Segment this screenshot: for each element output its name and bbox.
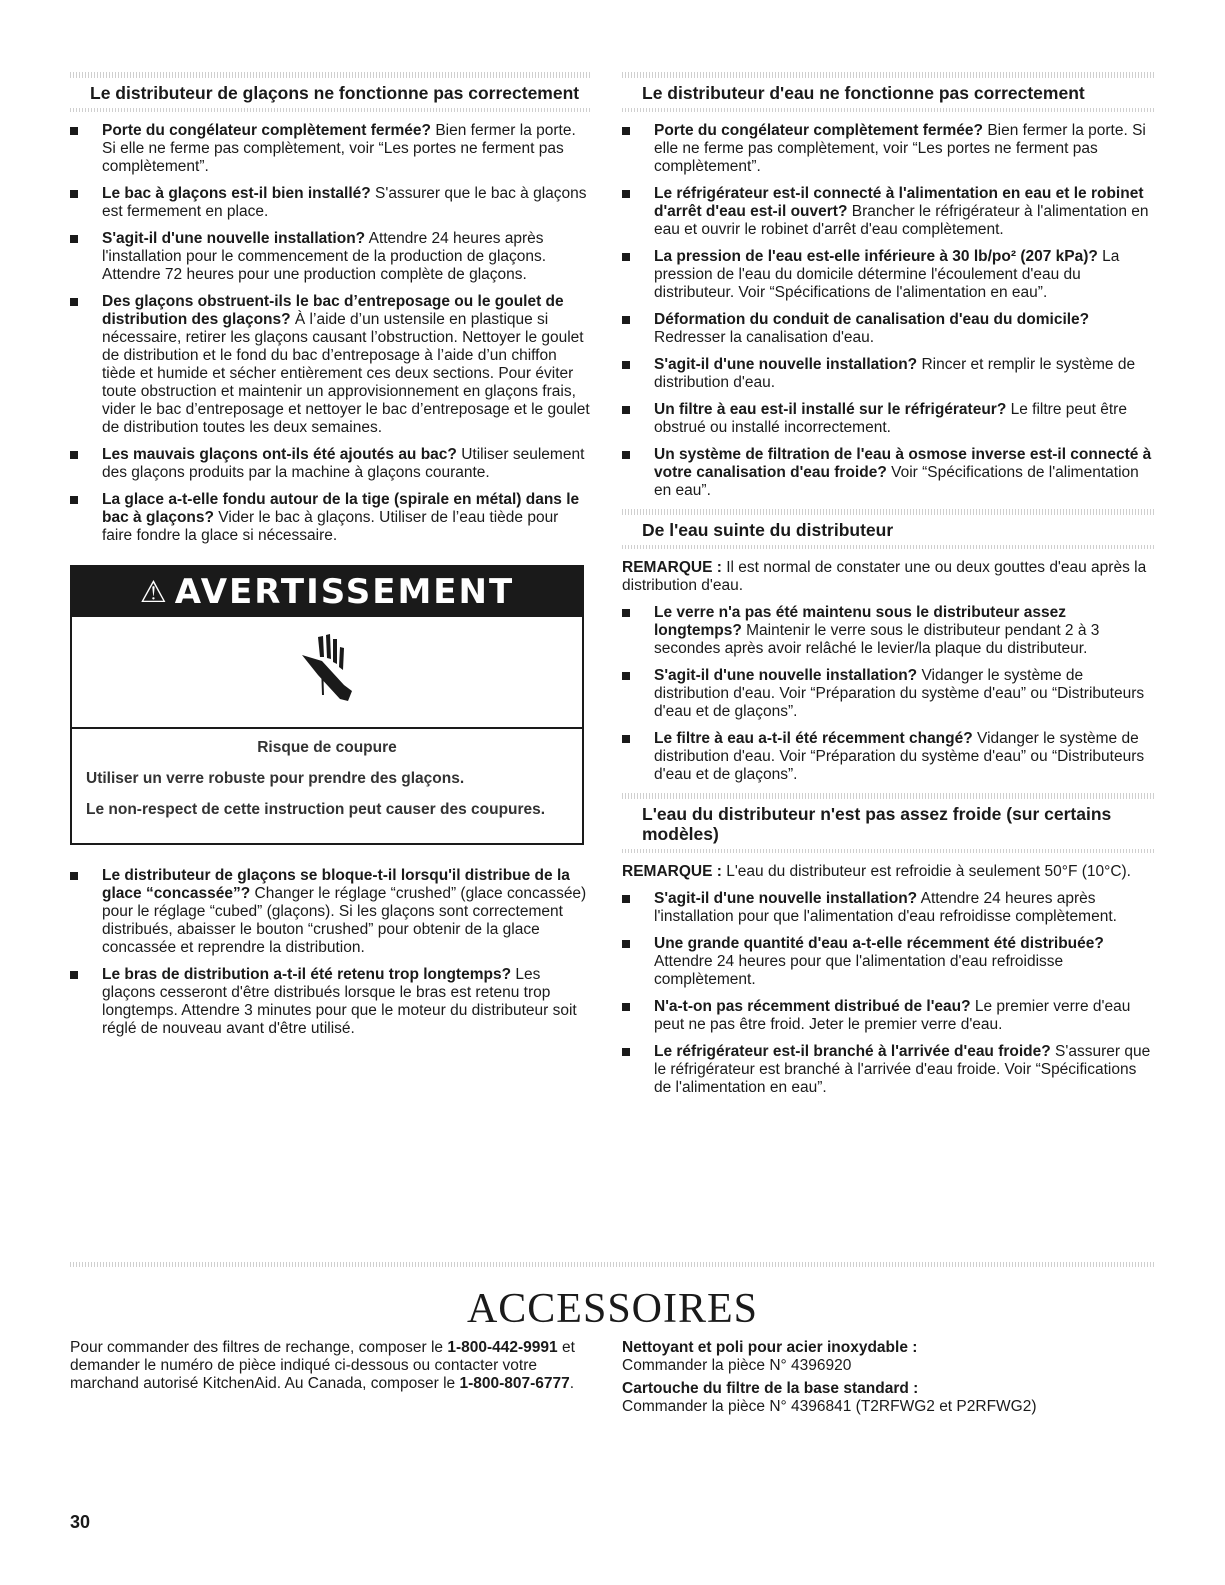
answer: Bien fermer la porte. Si elle ne ferme pas complètement, voir “Les portes ne ferment pas complètement”. [654, 122, 1146, 175]
answer: Attendre 24 heures après l'installation pour le commencement de la production de glaçons. Attendre 72 heures pour une production complète de glaçons. [102, 230, 547, 283]
question: La pression de l'eau est-elle inférieure à 30 lb/po² (207 kPa)? [654, 248, 1098, 265]
phone-number-canada: 1-800-807-6777 [459, 1375, 570, 1392]
section-header-water-dispenser [622, 72, 1154, 112]
list-item [622, 446, 1154, 500]
list-item [622, 248, 1154, 302]
water-leak-list [622, 604, 1154, 784]
question: Déformation du conduit de canalisation d'eau du domicile? [654, 311, 1090, 328]
answer: À l’aide d’un ustensile en plastique si nécessaire, retirer les glaçons causant l’obstruction. Nettoyer le goulet de distribution et le fond du bac d’entreposage à l’aide d’un chiffon tiède et humide et sécher entièrement ces deux sections. Pour éviter toute obstruction et maintenir un approvisionnement en glaçons frais, vider le bac d’entreposage et nettoyer le bac d’entreposage et le goulet de distribution toutes les deux semaines. [102, 311, 590, 436]
question: Des glaçons obstruent-ils le bac d’entreposage ou le goulet de distribution des glaçons? [102, 293, 564, 328]
list-item [622, 185, 1154, 239]
water-not-cold-list [622, 890, 1154, 1097]
right-column [622, 72, 1154, 1106]
part-number: Commander la pièce N° 4396920 [622, 1357, 852, 1374]
question: Le filtre à eau a-t-il été récemment changé? [654, 730, 973, 747]
answer: Bien fermer la porte. Si elle ne ferme pas complètement, voir “Les portes ne ferment pas complètement”. [102, 122, 576, 175]
answer: La pression de l'eau du domicile détermine l'écoulement d'eau du distributeur. Voir “Spécifications de l'alimentation en eau”. [654, 248, 1120, 301]
question: Les mauvais glaçons ont-ils été ajoutés au bac? [102, 446, 457, 463]
answer: Vider le bac à glaçons. Utiliser de l’eau tiède pour faire fondre la glace si nécessaire. [102, 509, 559, 544]
question: Le bras de distribution a-t-il été retenu trop longtemps? [102, 966, 512, 983]
list-item [70, 491, 590, 545]
answer: Changer le réglage “crushed” (glace concassée) pour le réglage “cubed” (glaçons). Si les glaçons sont correctement distribués, abaisser le bouton “crushed” pour obtenir de la glace concassée et reprendre la distribution. [102, 885, 587, 956]
answer: Vidanger le système de distribution d'eau. Voir “Préparation du système d'eau” ou “Distributeurs d'eau et de glaçons”. [654, 730, 1145, 783]
ordering-text: . [569, 1375, 575, 1392]
note-label: REMARQUE : [622, 559, 722, 576]
warning-text [72, 729, 582, 843]
question: Un système de filtration de l'eau à osmose inverse est-il connecté à votre canalisation d'eau froide? [654, 446, 1152, 481]
header-rule [622, 545, 1154, 549]
question: S'agit-il d'une nouvelle installation? [654, 667, 918, 684]
note-label: REMARQUE : [622, 863, 722, 880]
list-item [622, 401, 1154, 437]
section-title: L'eau du distributeur n'est pas assez froide (sur certains modèles) [642, 804, 1112, 844]
accessories-ordering-text [70, 1339, 590, 1393]
warning-risk: Risque de coupure [257, 739, 397, 756]
warning-triangle-icon: ⚠ [139, 574, 169, 610]
answer: Redresser la canalisation d'eau. [654, 329, 875, 346]
answer: Voir “Spécifications de l'alimentation en eau”. [654, 464, 1139, 499]
accessories-title: ACCESSOIRES [466, 1286, 759, 1332]
question: Porte du congélateur complètement fermée? [654, 122, 984, 139]
part-item [622, 1339, 1155, 1375]
cut-hand-icon [282, 627, 372, 717]
list-item [70, 293, 590, 437]
question: Le réfrigérateur est-il branché à l'arrivée d'eau froide? [654, 1043, 1051, 1060]
warning-header [72, 567, 582, 617]
note [622, 559, 1154, 595]
list-item [622, 935, 1154, 989]
warning-consequence: Le non-respect de cette instruction peut causer des coupures. [86, 801, 546, 818]
ordering-text: Pour commander des filtres de rechange, composer le [70, 1339, 448, 1356]
warning-instruction: Utiliser un verre robuste pour prendre des glaçons. [86, 770, 465, 787]
note-text: L'eau du distributeur est refroidie à seulement 50°F (10°C). [721, 863, 1131, 880]
section-title: De l'eau suinte du distributeur [642, 520, 894, 540]
cut-hazard-image [72, 617, 582, 729]
question: Porte du congélateur complètement fermée? [102, 122, 432, 139]
question: S'agit-il d'une nouvelle installation? [654, 890, 918, 907]
warning-box [70, 565, 584, 845]
list-item [622, 667, 1154, 721]
header-rule [622, 849, 1154, 853]
answer: Le filtre peut être obstrué ou installé incorrectement. [654, 401, 1127, 436]
answer: S'assurer que le bac à glaçons est fermement en place. [102, 185, 587, 220]
answer: S'assurer que le réfrigérateur est branché à l'arrivée d'eau froide. Voir “Spécifications de l'alimentation en eau”. [654, 1043, 1151, 1096]
answer: Les glaçons cesseront d'être distribués lorsque le bras est retenu trop longtemps. Attendre 3 minutes pour que le moteur du distributeur soit réglé de nouveau avant d'être utilisé. [102, 966, 577, 1037]
list-item [622, 311, 1154, 347]
ice-dispenser-list-continued [70, 867, 590, 1038]
accessories-rule [70, 1262, 1155, 1267]
question: Un filtre à eau est-il installé sur le réfrigérateur? [654, 401, 1007, 418]
answer: Rincer et remplir le système de distribution d'eau. [654, 356, 1136, 391]
left-column [70, 72, 590, 1047]
section-header-water-leak [622, 509, 1154, 549]
list-item [70, 966, 590, 1038]
question: Une grande quantité d'eau a-t-elle récemment été distribuée? [654, 935, 1104, 952]
question: Le distributeur de glaçons se bloque-t-il lorsqu'il distribue de la glace “concassée”? [102, 867, 570, 902]
note [622, 863, 1154, 881]
question: La glace a-t-elle fondu autour de la tige (spirale en métal) dans le bac à glaçons? [102, 491, 580, 526]
page-number: 30 [70, 1512, 91, 1532]
accessories-section [70, 1262, 1155, 1439]
list-item [622, 890, 1154, 926]
section-title: Le distributeur d'eau ne fonctionne pas correctement [642, 83, 1085, 103]
ice-dispenser-list [70, 122, 590, 545]
answer: Maintenir le verre sous le distributeur pendant 2 à 3 secondes après avoir relâché le levier/la plaque du distributeur. [654, 622, 1100, 657]
answer: Utiliser seulement des glaçons produits par la machine à glaçons courante. [102, 446, 585, 481]
question: N'a-t-on pas récemment distribué de l'eau? [654, 998, 971, 1015]
answer: Vidanger le système de distribution d'eau. Voir “Préparation du système d'eau” ou “Distributeurs d'eau et de glaçons”. [654, 667, 1145, 720]
ordering-text: et demander le numéro de pièce indiqué ci-dessous ou contacter votre marchand autorisé KitchenAid. Au Canada, composer le [70, 1339, 575, 1392]
list-item [622, 356, 1154, 392]
phone-number-us: 1-800-442-9991 [447, 1339, 558, 1356]
answer: Attendre 24 heures pour que l'alimentation d'eau refroidisse complètement. [654, 953, 1064, 988]
section-header-water-not-cold [622, 793, 1154, 853]
list-item [70, 446, 590, 482]
question: Le réfrigérateur est-il connecté à l'alimentation en eau et le robinet d'arrêt d'eau est-il ouvert? [654, 185, 1144, 220]
list-item [622, 998, 1154, 1034]
note-text: Il est normal de constater une ou deux gouttes d'eau après la distribution d'eau. [622, 559, 1147, 594]
accessories-parts [622, 1339, 1155, 1421]
part-label: Cartouche du filtre de la base standard : [622, 1380, 919, 1397]
list-item [622, 1043, 1154, 1097]
question: Le verre n'a pas été maintenu sous le distributeur assez longtemps? [654, 604, 1066, 639]
list-item [622, 122, 1154, 176]
answer: Brancher le réfrigérateur à l'alimentation en eau et ouvrir le robinet d'arrêt d'eau complètement. [654, 203, 1149, 238]
answer: Attendre 24 heures après l'installation pour que l'alimentation d'eau refroidisse complètement. [654, 890, 1117, 925]
question: S'agit-il d'une nouvelle installation? [654, 356, 918, 373]
question: Le bac à glaçons est-il bien installé? [102, 185, 371, 202]
section-title: Le distributeur de glaçons ne fonctionne pas correctement [90, 83, 580, 103]
header-rule [70, 108, 590, 112]
accessories-columns [70, 1339, 1155, 1439]
list-item [70, 230, 590, 284]
list-item [622, 730, 1154, 784]
header-rule [622, 108, 1154, 112]
answer: Le premier verre d'eau peut ne pas être froid. Jeter le premier verre d'eau. [654, 998, 1131, 1033]
list-item [622, 604, 1154, 658]
water-dispenser-list [622, 122, 1154, 500]
warning-label: AVERTISSEMENT [174, 572, 515, 612]
list-item [70, 185, 590, 221]
part-label: Nettoyant et poli pour acier inoxydable : [622, 1339, 918, 1356]
list-item [70, 867, 590, 957]
section-header-ice-dispenser [70, 72, 590, 112]
part-number: Commander la pièce N° 4396841 (T2RFWG2 et P2RFWG2) [622, 1398, 1037, 1415]
list-item [70, 122, 590, 176]
question: S'agit-il d'une nouvelle installation? [102, 230, 366, 247]
part-item [622, 1380, 1155, 1416]
